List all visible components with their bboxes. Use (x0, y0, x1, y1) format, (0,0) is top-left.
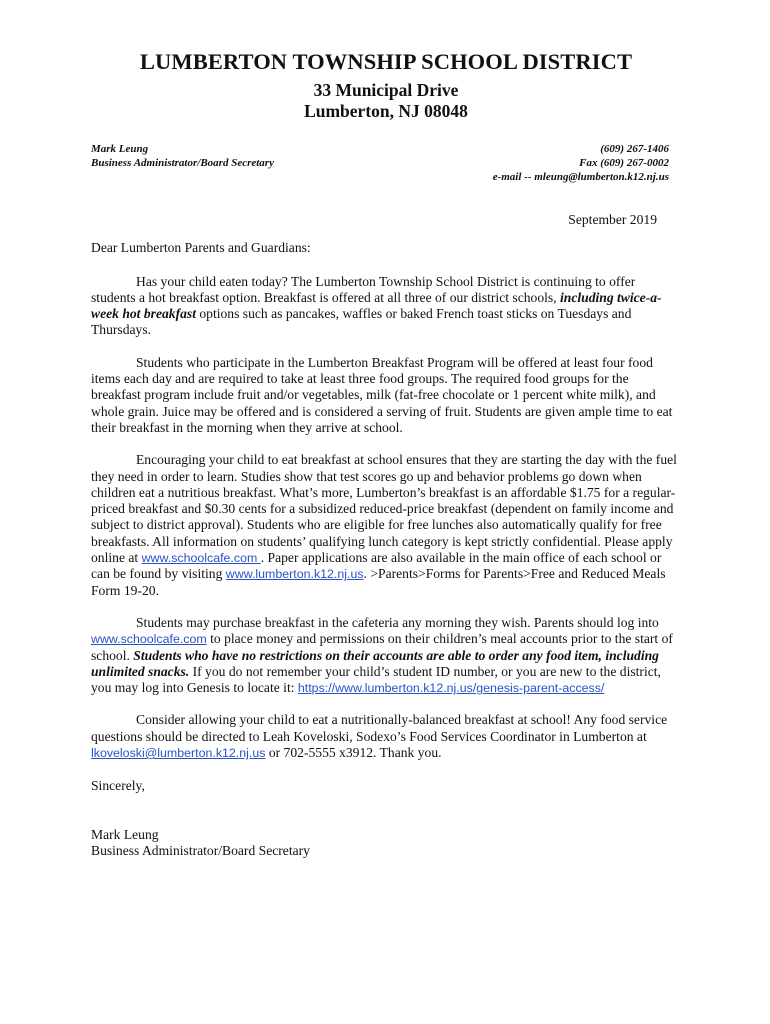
letter (91, 48, 681, 859)
fax-number: Fax (609) 267-0002 (579, 157, 669, 169)
sender-contact (493, 142, 669, 184)
p1-text-a: Has your child eaten today? The Lumberton Township School District is continuing to offer students a hot breakfast option. Breakfast is offered at all three of our district schools, (91, 273, 636, 305)
koveloski-email-link[interactable]: lkoveloski@lumberton.k12.nj.us (91, 746, 266, 761)
p3-text-c: . >Parents>Forms for Parents>Free and Reduced Meals Form 19-20. (91, 566, 666, 598)
paragraph-5 (91, 712, 681, 761)
paragraph-3 (91, 452, 681, 599)
district-name: LUMBERTON TOWNSHIP SCHOOL DISTRICT (139, 49, 633, 74)
contact-block (91, 142, 681, 184)
p4-text-c: If you do not remember your child’s student ID number, or you are new to the district, you may log into Genesis to locate it: (91, 663, 661, 696)
genesis-parent-access-link[interactable]: https://www.lumberton.k12.nj.us/genesis-parent-access/ (297, 681, 605, 696)
letter-date: September 2019 (568, 212, 657, 227)
email-address: e-mail -- mleung@lumberton.k12.nj.us (492, 171, 669, 183)
salutation: Dear Lumberton Parents and Guardians: (91, 240, 311, 256)
letterhead (91, 48, 681, 122)
city-state-zip: Lumberton, NJ 08048 (304, 101, 468, 121)
letter-body (91, 212, 681, 859)
paragraph-1 (91, 274, 681, 339)
p5-text-b: or 702-5555 x3912. Thank you. (265, 745, 442, 761)
p3-text-b: . Paper applications are also available in the main office of each school or can be found by visiting (91, 550, 662, 582)
schoolcafe-link[interactable]: www.schoolcafe.com (141, 551, 261, 566)
signature-block (91, 827, 681, 860)
p4-text-b: to place money and permissions on their children’s meal accounts prior to the start of school. (91, 631, 673, 663)
p1-emphasis: including twice-a-week hot breakfast (91, 289, 662, 322)
sender-title: Business Administrator/Board Secretary (91, 157, 274, 169)
schoolcafe-link-2[interactable]: www.schoolcafe.com (91, 632, 207, 647)
sender-name: Mark Leung (91, 143, 149, 155)
paragraph-4 (91, 615, 681, 696)
street-address: 33 Municipal Drive (313, 80, 459, 100)
phone-number: (609) 267-1406 (600, 143, 669, 155)
lumberton-website-link[interactable]: www.lumberton.k12.nj.us (225, 567, 364, 582)
signature-title: Business Administrator/Board Secretary (91, 842, 310, 858)
p4-emphasis: Students who have no restrictions on their accounts are able to order any food item, including unlimited snacks. (91, 647, 659, 679)
closing: Sincerely, (91, 778, 145, 794)
p5-text-a: Consider allowing your child to eat a nutritionally-balanced breakfast at school! Any food service questions should be directed to Leah Koveloski, Sodexo’s Food Services Coordinator in Lumberton at (91, 712, 668, 744)
p4-text-a: Students may purchase breakfast in the cafeteria any morning they wish. Parents should log into (136, 614, 659, 630)
p3-text-a: Encouraging your child to eat breakfast at school ensures that they are starting the day with the fuel they need in order to learn. Studies show that test scores go up and behavior problems go down when children eat a nutritious breakfast. What’s more, Lumberton’s breakfast is an affordable $1.75 for a regular-priced breakfast and $0.30 cents for a subsidized reduced-price breakfast (dependent on family income and subject to district approval). Students who are eligible for free lunches also automatically qualify for free breakfasts. All information on students’ qualifying lunch category is kept strictly confidential. Please apply online at (91, 452, 677, 566)
sender-info (91, 142, 351, 184)
signature-name: Mark Leung (91, 826, 159, 842)
paragraph-2: Students who participate in the Lumberton Breakfast Program will be offered at least four food items each day and are required to take at least three food groups. The required food groups for the breakfast program include fruit and/or vegetables, milk (fat-free chocolate or 1 percent white milk), and whole grain. Juice may be offered and is considered a serving of fruit. Students are given ample time to eat their breakfast in the morning when they arrive at school. (91, 354, 673, 435)
p1-text-c: options such as pancakes, waffles or baked French toast sticks on Tuesdays and Thursdays. (91, 306, 632, 338)
